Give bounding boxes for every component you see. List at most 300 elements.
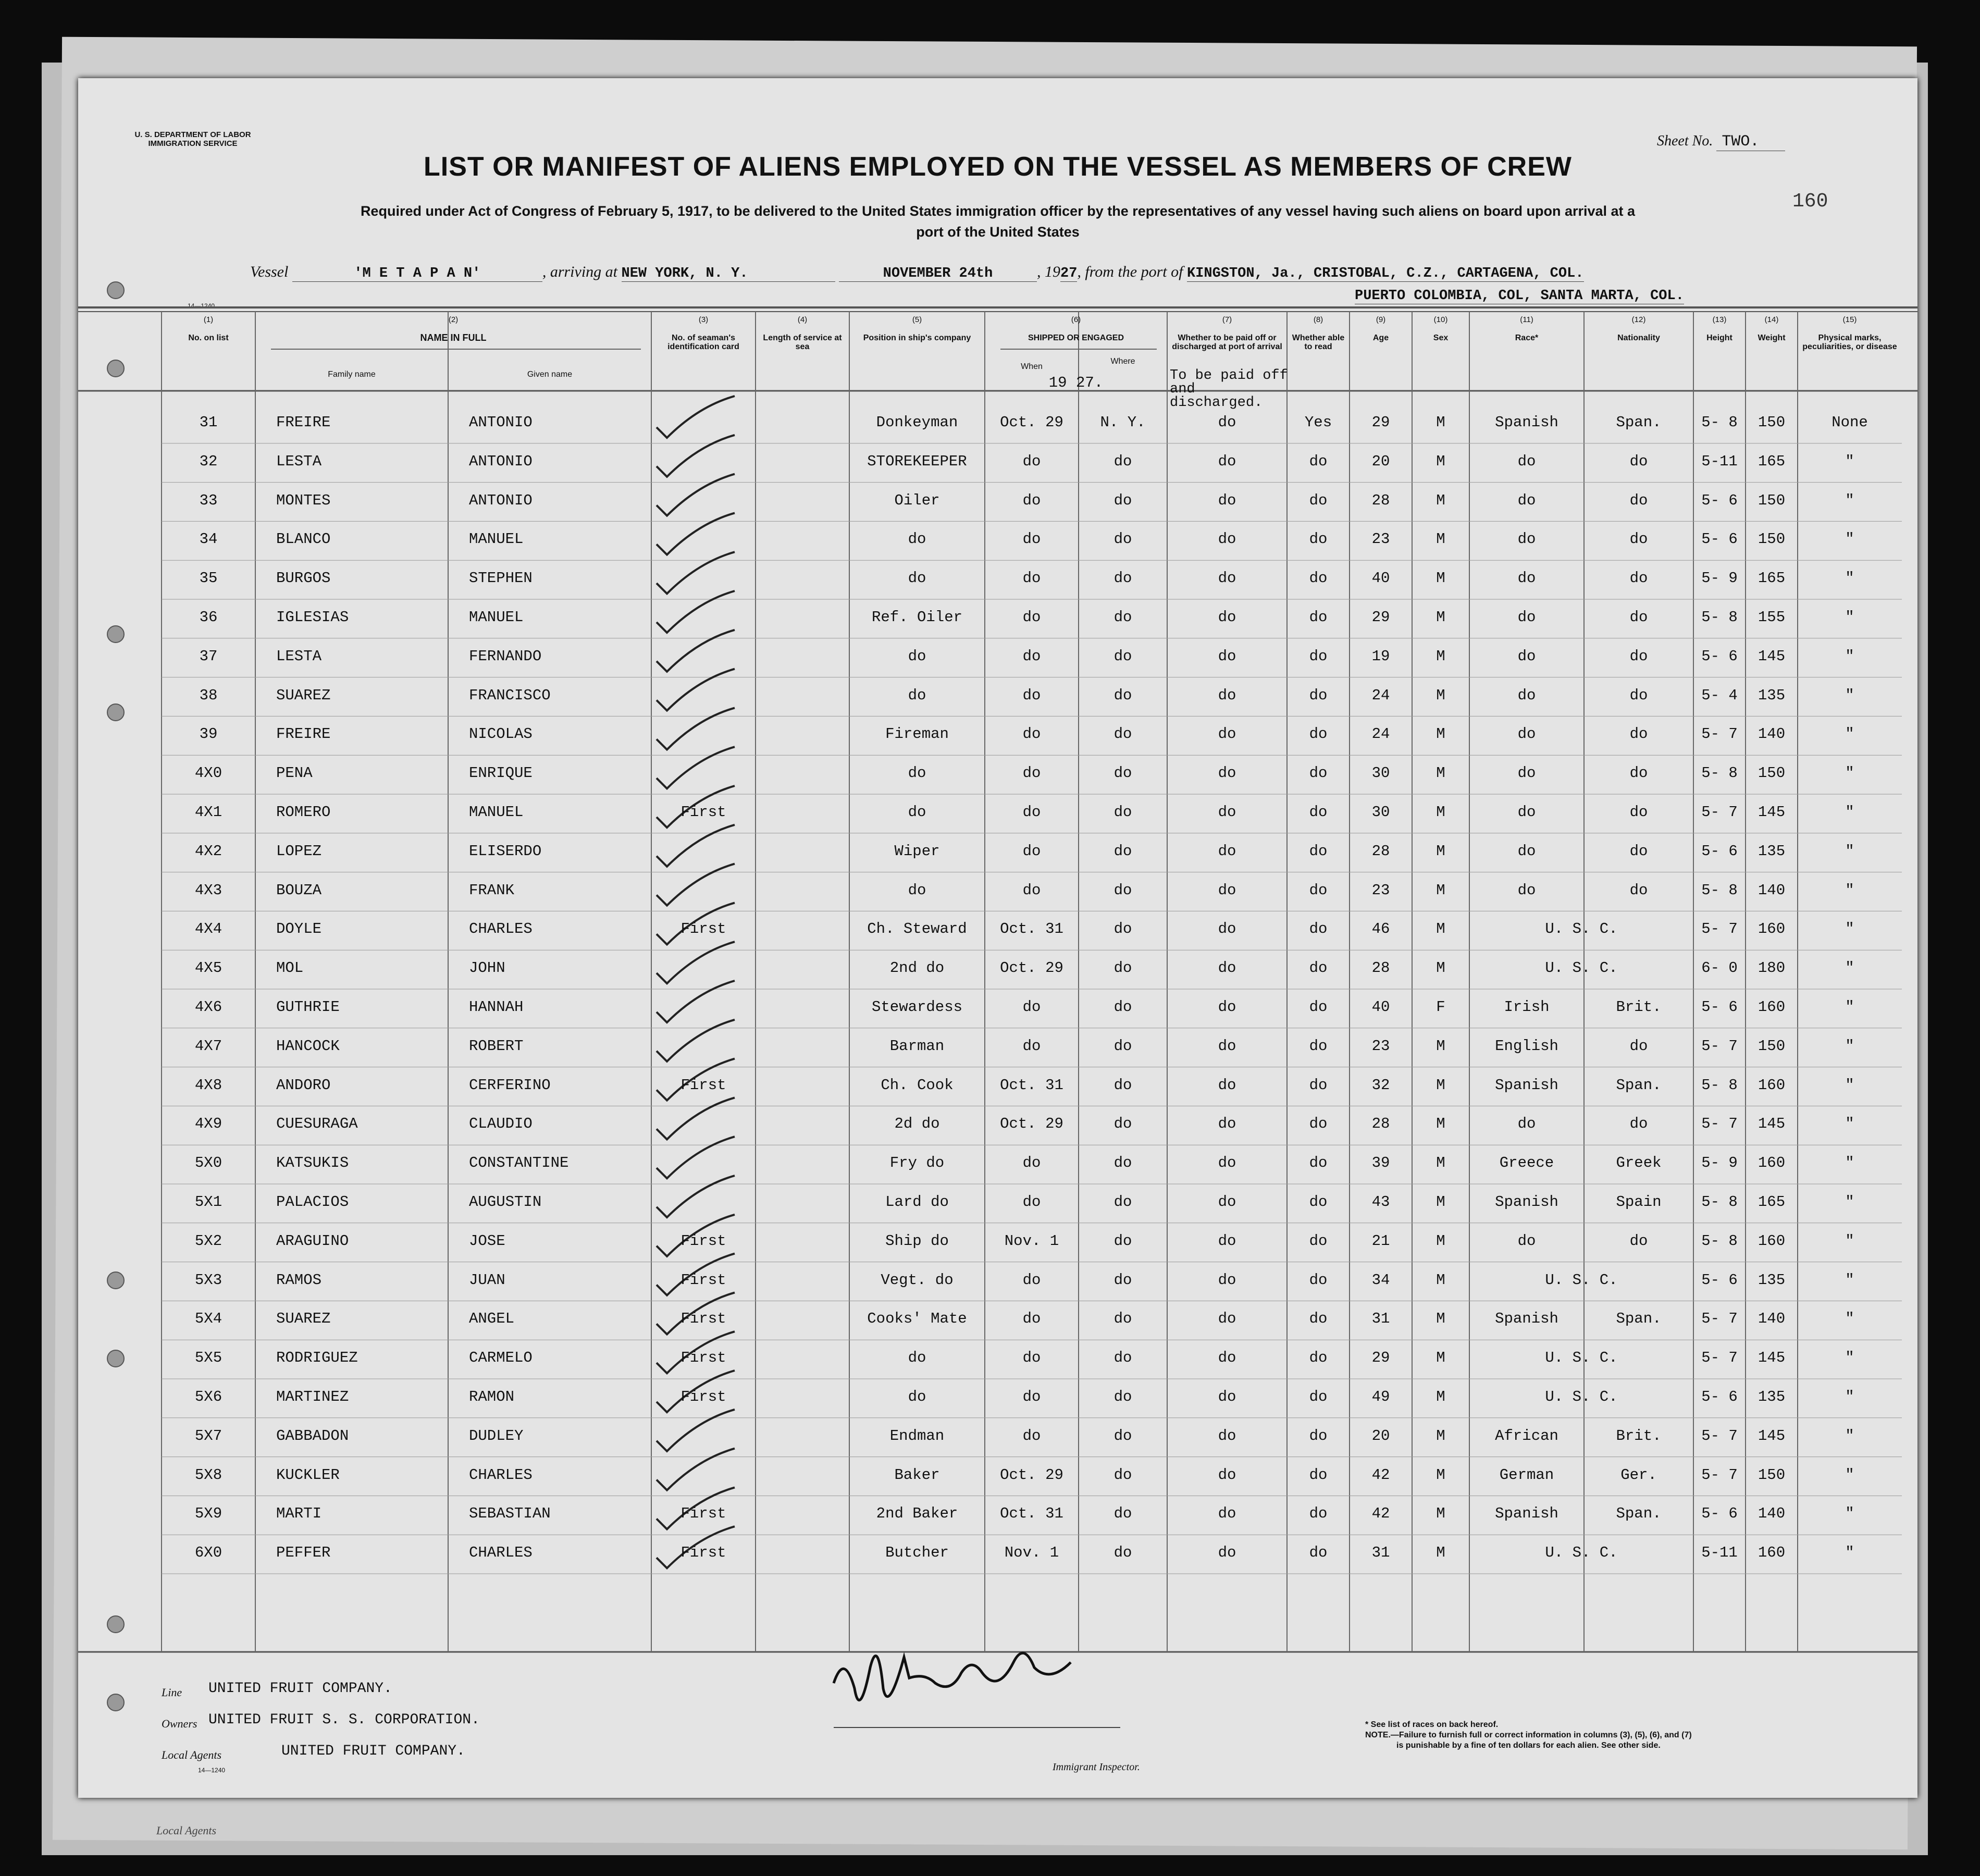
cell-read: do <box>1309 1115 1328 1133</box>
cell-paid: do <box>1218 1388 1236 1405</box>
column-header-when: When <box>1021 362 1043 371</box>
cell-sex: M <box>1436 1115 1445 1133</box>
cell-family: BURGOS <box>276 570 331 587</box>
cell-paid: do <box>1218 1505 1236 1523</box>
cell-height: 5- 6 <box>1701 1505 1738 1523</box>
cell-marks: " <box>1845 764 1854 782</box>
cell-height: 5- 7 <box>1701 1115 1738 1133</box>
cell-age: 29 <box>1371 1349 1390 1367</box>
cell-age: 21 <box>1371 1232 1390 1250</box>
cell-family: ANDORO <box>276 1076 331 1094</box>
table-row <box>78 1342 1917 1381</box>
cell-where: do <box>1113 1466 1132 1484</box>
cell-card: First <box>680 804 726 821</box>
cell-where: do <box>1113 725 1132 743</box>
cell-family: FREIRE <box>276 414 331 431</box>
cell-position: do <box>908 1388 926 1405</box>
cell-marks: " <box>1845 959 1854 977</box>
column-number: (6) <box>1071 315 1081 324</box>
cell-sex: M <box>1436 491 1445 509</box>
column-number: (15) <box>1842 315 1857 324</box>
cell-position: Vegt. do <box>881 1271 954 1289</box>
cell-weight: 165 <box>1758 1193 1786 1211</box>
cell-no: 4X6 <box>194 998 222 1016</box>
cell-height: 5- 8 <box>1701 1076 1738 1094</box>
cell-nat: do <box>1629 842 1648 860</box>
cell-marks: " <box>1845 530 1854 548</box>
cell-read: do <box>1309 725 1328 743</box>
cell-family: PEFFER <box>276 1544 331 1562</box>
underlying-agents-label: Local Agents <box>156 1824 217 1837</box>
cell-weight: 145 <box>1758 647 1786 665</box>
vessel-label: Vessel <box>250 263 289 280</box>
cell-card: First <box>680 1076 726 1094</box>
cell-age: 31 <box>1371 1544 1390 1562</box>
cell-read: do <box>1309 1544 1328 1562</box>
cell-read: do <box>1309 1505 1328 1523</box>
cell-position: Barman <box>889 1037 945 1055</box>
cell-sex: M <box>1436 530 1445 548</box>
cell-position: Ch. Cook <box>881 1076 954 1094</box>
cell-weight: 145 <box>1758 1427 1786 1445</box>
punch-hole <box>107 281 125 299</box>
cell-height: 5- 6 <box>1701 1271 1738 1289</box>
cell-where: do <box>1113 1427 1132 1445</box>
table-row <box>78 1147 1917 1186</box>
cell-where: do <box>1113 530 1132 548</box>
cell-given: ANTONIO <box>469 491 533 509</box>
cell-nat: do <box>1629 570 1648 587</box>
cell-marks: " <box>1845 1310 1854 1328</box>
table-row <box>78 1108 1917 1147</box>
cell-race: do <box>1517 530 1536 548</box>
cell-weight: 150 <box>1758 414 1786 431</box>
cell-when: do <box>1022 1193 1041 1211</box>
cell-read: do <box>1309 1193 1328 1211</box>
table-row <box>78 680 1917 719</box>
cell-weight: 135 <box>1758 1271 1786 1289</box>
cell-when: Oct. 31 <box>1000 1076 1063 1094</box>
column-header-given-name: Given name <box>527 370 573 379</box>
cell-card: First <box>680 920 726 938</box>
cell-where: do <box>1113 570 1132 587</box>
cell-sex: M <box>1436 570 1445 587</box>
cell-race: Spanish <box>1495 1505 1558 1523</box>
cell-height: 5- 4 <box>1701 686 1738 704</box>
column-header: Weight <box>1758 334 1786 342</box>
cell-no: 5X2 <box>194 1232 222 1250</box>
cell-paid: do <box>1218 647 1236 665</box>
column-header-shipped: SHIPPED OR ENGAGED <box>1028 334 1124 342</box>
cell-race: do <box>1517 686 1536 704</box>
cell-where: do <box>1113 1544 1132 1562</box>
cell-nat: Greek <box>1616 1154 1662 1172</box>
cell-read: do <box>1309 452 1328 470</box>
cell-family: PALACIOS <box>276 1193 349 1211</box>
column-header-name: NAME IN FULL <box>420 332 487 343</box>
table-row <box>78 874 1917 914</box>
departure-ports-2: PUERTO COLOMBIA, COL, SANTA MARTA, COL. <box>1355 288 1684 304</box>
column-number: (9) <box>1376 315 1386 324</box>
cell-given: ANTONIO <box>469 452 533 470</box>
cell-marks: " <box>1845 1076 1854 1094</box>
cell-nat: Ger. <box>1620 1466 1657 1484</box>
cell-marks: " <box>1845 804 1854 821</box>
cell-paid: do <box>1218 1037 1236 1055</box>
cell-nat: do <box>1629 491 1648 509</box>
cell-weight: 135 <box>1758 842 1786 860</box>
cell-paid: do <box>1218 842 1236 860</box>
cell-read: do <box>1309 1271 1328 1289</box>
cell-where: do <box>1113 1193 1132 1211</box>
cell-position: do <box>908 1349 926 1367</box>
cell-where: do <box>1113 1310 1132 1328</box>
cell-when: do <box>1022 1427 1041 1445</box>
footnote-penalty-1: NOTE.—Failure to furnish full or correct information in columns (3), (5), (6), and (7) <box>1365 1731 1692 1739</box>
cell-paid: do <box>1218 920 1236 938</box>
cell-paid: do <box>1218 452 1236 470</box>
cell-paid: do <box>1218 1076 1236 1094</box>
cell-paid: do <box>1218 609 1236 626</box>
subtitle-line-1: Required under Act of Congress of February 5, 1917, to be delivered to the United States immigration officer by the representatives of any vessel having such aliens on board upon arrival at a <box>360 203 1636 219</box>
cell-read: do <box>1309 959 1328 977</box>
cell-when: do <box>1022 998 1041 1016</box>
owners-label: Owners <box>162 1717 197 1730</box>
cell-age: 31 <box>1371 1310 1390 1328</box>
cell-family: GABBADON <box>276 1427 349 1445</box>
punch-hole <box>107 625 125 643</box>
cell-position: do <box>908 804 926 821</box>
sheet-value: TWO. <box>1716 133 1785 151</box>
cell-height: 5- 6 <box>1701 491 1738 509</box>
cell-where: do <box>1113 1388 1132 1405</box>
cell-height: 5- 7 <box>1701 725 1738 743</box>
table-row <box>78 446 1917 485</box>
cell-nat: Span. <box>1616 1505 1662 1523</box>
column-number: (12) <box>1631 315 1646 324</box>
cell-family: BOUZA <box>276 881 322 899</box>
cell-marks: " <box>1845 1193 1854 1211</box>
cell-sex: M <box>1436 414 1445 431</box>
cell-race: do <box>1517 804 1536 821</box>
cell-when: do <box>1022 881 1041 899</box>
cell-height: 5- 8 <box>1701 1232 1738 1250</box>
cell-marks: " <box>1845 881 1854 899</box>
cell-when: do <box>1022 1388 1041 1405</box>
column-number: (3) <box>698 315 709 324</box>
cell-position: do <box>908 530 926 548</box>
cell-given: DUDLEY <box>469 1427 524 1445</box>
cell-family: CUESURAGA <box>276 1115 358 1133</box>
cell-given: MANUEL <box>469 530 524 548</box>
cell-position: Donkeyman <box>876 414 958 431</box>
cell-race: do <box>1517 452 1536 470</box>
cell-age: 32 <box>1371 1076 1390 1094</box>
cell-when: do <box>1022 686 1041 704</box>
service-name: IMMIGRATION SERVICE <box>148 139 238 148</box>
column-header: Height <box>1706 334 1732 342</box>
cell-race: do <box>1517 881 1536 899</box>
cell-when: Oct. 29 <box>1000 1466 1063 1484</box>
cell-sex: M <box>1436 1193 1445 1211</box>
cell-given: CHARLES <box>469 920 533 938</box>
column-number: (5) <box>912 315 922 324</box>
cell-marks: " <box>1845 842 1854 860</box>
table-row <box>78 1537 1917 1576</box>
cell-family: DOYLE <box>276 920 322 938</box>
cell-marks: " <box>1845 725 1854 743</box>
cell-no: 4X1 <box>194 804 222 821</box>
cell-race: Irish <box>1504 998 1550 1016</box>
cell-given: ANGEL <box>469 1310 515 1328</box>
cell-height: 5- 7 <box>1701 1466 1738 1484</box>
cell-when: Nov. 1 <box>1004 1232 1059 1250</box>
cell-where: do <box>1113 959 1132 977</box>
cell-position: Ship do <box>885 1232 949 1250</box>
cell-race: do <box>1517 725 1536 743</box>
cell-nat: do <box>1629 686 1648 704</box>
cell-race: do <box>1517 491 1536 509</box>
cell-age: 29 <box>1371 414 1390 431</box>
cell-race: English <box>1495 1037 1558 1055</box>
department-name: U. S. DEPARTMENT OF LABOR <box>134 130 251 139</box>
cell-race: U. S. C. <box>1545 1388 1618 1405</box>
cell-position: do <box>908 570 926 587</box>
cell-where: do <box>1113 1232 1132 1250</box>
cell-given: SEBASTIAN <box>469 1505 551 1523</box>
cell-family: LESTA <box>276 647 322 665</box>
cell-when: do <box>1022 609 1041 626</box>
cell-where: do <box>1113 998 1132 1016</box>
cell-when: Oct. 31 <box>1000 920 1063 938</box>
cell-height: 5- 6 <box>1701 530 1738 548</box>
cell-read: do <box>1309 686 1328 704</box>
cell-read: do <box>1309 1232 1328 1250</box>
cell-height: 5- 9 <box>1701 1154 1738 1172</box>
vessel-name: 'M E T A P A N' <box>292 266 542 282</box>
cell-sex: M <box>1436 1310 1445 1328</box>
column-number: (7) <box>1222 315 1232 324</box>
column-header: Race* <box>1515 334 1539 342</box>
cell-race: Greece <box>1499 1154 1554 1172</box>
table-row <box>78 718 1917 757</box>
cell-nat: Span. <box>1616 1310 1662 1328</box>
cell-where: do <box>1113 1505 1132 1523</box>
table-row <box>78 1225 1917 1264</box>
cell-age: 46 <box>1371 920 1390 938</box>
punch-hole <box>107 704 125 721</box>
cell-race: do <box>1517 842 1536 860</box>
cell-read: do <box>1309 647 1328 665</box>
cell-where: do <box>1113 920 1132 938</box>
cell-race: do <box>1517 570 1536 587</box>
cell-age: 39 <box>1371 1154 1390 1172</box>
table-row <box>78 485 1917 524</box>
cell-read: do <box>1309 998 1328 1016</box>
cell-marks: " <box>1845 1427 1854 1445</box>
cell-weight: 135 <box>1758 686 1786 704</box>
cell-card: First <box>680 1544 726 1562</box>
cell-sex: M <box>1436 1037 1445 1055</box>
cell-sex: M <box>1436 1271 1445 1289</box>
cell-race: Spanish <box>1495 1193 1558 1211</box>
cell-no: 5X0 <box>194 1154 222 1172</box>
cell-given: JOSE <box>469 1232 505 1250</box>
cell-nat: Brit. <box>1616 1427 1662 1445</box>
cell-paid: do <box>1218 1271 1236 1289</box>
paid-off-typed: To be paid off and discharged. <box>1170 368 1288 411</box>
cell-when: Oct. 29 <box>1000 414 1063 431</box>
cell-position: Fireman <box>885 725 949 743</box>
cell-position: Stewardess <box>871 998 963 1016</box>
cell-age: 42 <box>1371 1466 1390 1484</box>
cell-weight: 160 <box>1758 1154 1786 1172</box>
cell-when: Oct. 31 <box>1000 1505 1063 1523</box>
cell-read: do <box>1309 804 1328 821</box>
cell-card: First <box>680 1271 726 1289</box>
cell-age: 40 <box>1371 570 1390 587</box>
cell-no: 4X9 <box>194 1115 222 1133</box>
cell-where: do <box>1113 881 1132 899</box>
cell-sex: M <box>1436 452 1445 470</box>
column-header: Position in ship's company <box>863 334 971 342</box>
cell-no: 5X8 <box>194 1466 222 1484</box>
cell-where: do <box>1113 1115 1132 1133</box>
cell-marks: " <box>1845 1232 1854 1250</box>
cell-position: Fry do <box>889 1154 945 1172</box>
cell-no: 5X7 <box>194 1427 222 1445</box>
cell-weight: 145 <box>1758 1349 1786 1367</box>
cell-when: do <box>1022 1349 1041 1367</box>
footnote-races: * See list of races on back hereof. <box>1365 1720 1499 1729</box>
cell-sex: M <box>1436 647 1445 665</box>
cell-family: SUAREZ <box>276 1310 331 1328</box>
cell-sex: M <box>1436 1076 1445 1094</box>
cell-sex: M <box>1436 1466 1445 1484</box>
cell-race: do <box>1517 647 1536 665</box>
cell-position: Lard do <box>885 1193 949 1211</box>
inspector-signature <box>834 1653 1071 1700</box>
column-header: Sex <box>1433 334 1449 342</box>
cell-age: 49 <box>1371 1388 1390 1405</box>
cell-paid: do <box>1218 1115 1236 1133</box>
column-number: (1) <box>203 315 214 324</box>
column-header: Physical marks, peculiarities, or disease <box>1802 334 1897 351</box>
cell-paid: do <box>1218 725 1236 743</box>
cell-height: 5- 7 <box>1701 1310 1738 1328</box>
cell-when: do <box>1022 842 1041 860</box>
table-row <box>78 757 1917 796</box>
cell-sex: M <box>1436 725 1445 743</box>
cell-when: Oct. 29 <box>1000 959 1063 977</box>
column-header: Whether able to read <box>1292 334 1345 351</box>
cell-given: CARMELO <box>469 1349 533 1367</box>
cell-family: BLANCO <box>276 530 331 548</box>
cell-read: do <box>1309 570 1328 587</box>
cell-age: 28 <box>1371 842 1390 860</box>
cell-given: CHARLES <box>469 1544 533 1562</box>
cell-height: 5- 6 <box>1701 647 1738 665</box>
cell-read: do <box>1309 1466 1328 1484</box>
table-row <box>78 1186 1917 1225</box>
cell-race: Spanish <box>1495 414 1558 431</box>
cell-family: MARTI <box>276 1505 322 1523</box>
cell-height: 5- 6 <box>1701 1388 1738 1405</box>
cell-no: 5X9 <box>194 1505 222 1523</box>
cell-marks: " <box>1845 1388 1854 1405</box>
cell-where: do <box>1113 1037 1132 1055</box>
cell-given: MANUEL <box>469 804 524 821</box>
cell-no: 4X2 <box>194 842 222 860</box>
cell-no: 39 <box>199 725 218 743</box>
cell-no: 4X0 <box>194 764 222 782</box>
cell-paid: do <box>1218 1232 1236 1250</box>
table-row <box>78 913 1917 952</box>
cell-race: Spanish <box>1495 1076 1558 1094</box>
cell-read: do <box>1309 1310 1328 1328</box>
cell-age: 28 <box>1371 1115 1390 1133</box>
cell-given: ROBERT <box>469 1037 524 1055</box>
cell-nat: do <box>1629 647 1648 665</box>
cell-sex: M <box>1436 1349 1445 1367</box>
cell-family: KUCKLER <box>276 1466 340 1484</box>
cell-age: 40 <box>1371 998 1390 1016</box>
cell-when: do <box>1022 647 1041 665</box>
column-header-family-name: Family name <box>328 370 376 379</box>
cell-where: do <box>1113 452 1132 470</box>
cell-given: JOHN <box>469 959 505 977</box>
cell-no: 34 <box>199 530 218 548</box>
departure-ports-1: KINGSTON, Ja., CRISTOBAL, C.Z., CARTAGENA, COL. <box>1186 266 1584 281</box>
cell-family: MOL <box>276 959 304 977</box>
form-number: 14—1240 <box>188 302 215 310</box>
cell-weight: 160 <box>1758 1076 1786 1094</box>
punch-hole <box>107 360 125 377</box>
cell-height: 5- 8 <box>1701 1193 1738 1211</box>
cell-family: ROMERO <box>276 804 331 821</box>
cell-position: Butcher <box>885 1544 949 1562</box>
cell-paid: do <box>1218 1466 1236 1484</box>
cell-weight: 150 <box>1758 1466 1786 1484</box>
table-row <box>78 1498 1917 1537</box>
table-row <box>78 562 1917 601</box>
cell-family: LESTA <box>276 452 322 470</box>
cell-weight: 165 <box>1758 452 1786 470</box>
cell-family: MONTES <box>276 491 331 509</box>
cell-when: do <box>1022 570 1041 587</box>
cell-read: do <box>1309 1076 1328 1094</box>
page-title: LIST OR MANIFEST OF ALIENS EMPLOYED ON THE VESSEL AS MEMBERS OF CREW <box>424 152 1572 182</box>
cell-position: 2nd Baker <box>876 1505 958 1523</box>
cell-height: 5-11 <box>1701 452 1738 470</box>
cell-weight: 150 <box>1758 764 1786 782</box>
cell-given: AUGUSTIN <box>469 1193 542 1211</box>
cell-nat: do <box>1629 764 1648 782</box>
cell-sex: F <box>1436 998 1445 1016</box>
cell-age: 30 <box>1371 764 1390 782</box>
cell-position: do <box>908 686 926 704</box>
cell-marks: " <box>1845 570 1854 587</box>
cell-nat: Span. <box>1616 1076 1662 1094</box>
inspector-label: Immigrant Inspector. <box>1053 1761 1140 1773</box>
cell-age: 20 <box>1371 452 1390 470</box>
column-number: (14) <box>1764 315 1779 324</box>
table-row <box>78 1381 1917 1420</box>
table-row <box>78 796 1917 835</box>
cell-sex: M <box>1436 1388 1445 1405</box>
table-row <box>78 1459 1917 1498</box>
cell-position: do <box>908 764 926 782</box>
